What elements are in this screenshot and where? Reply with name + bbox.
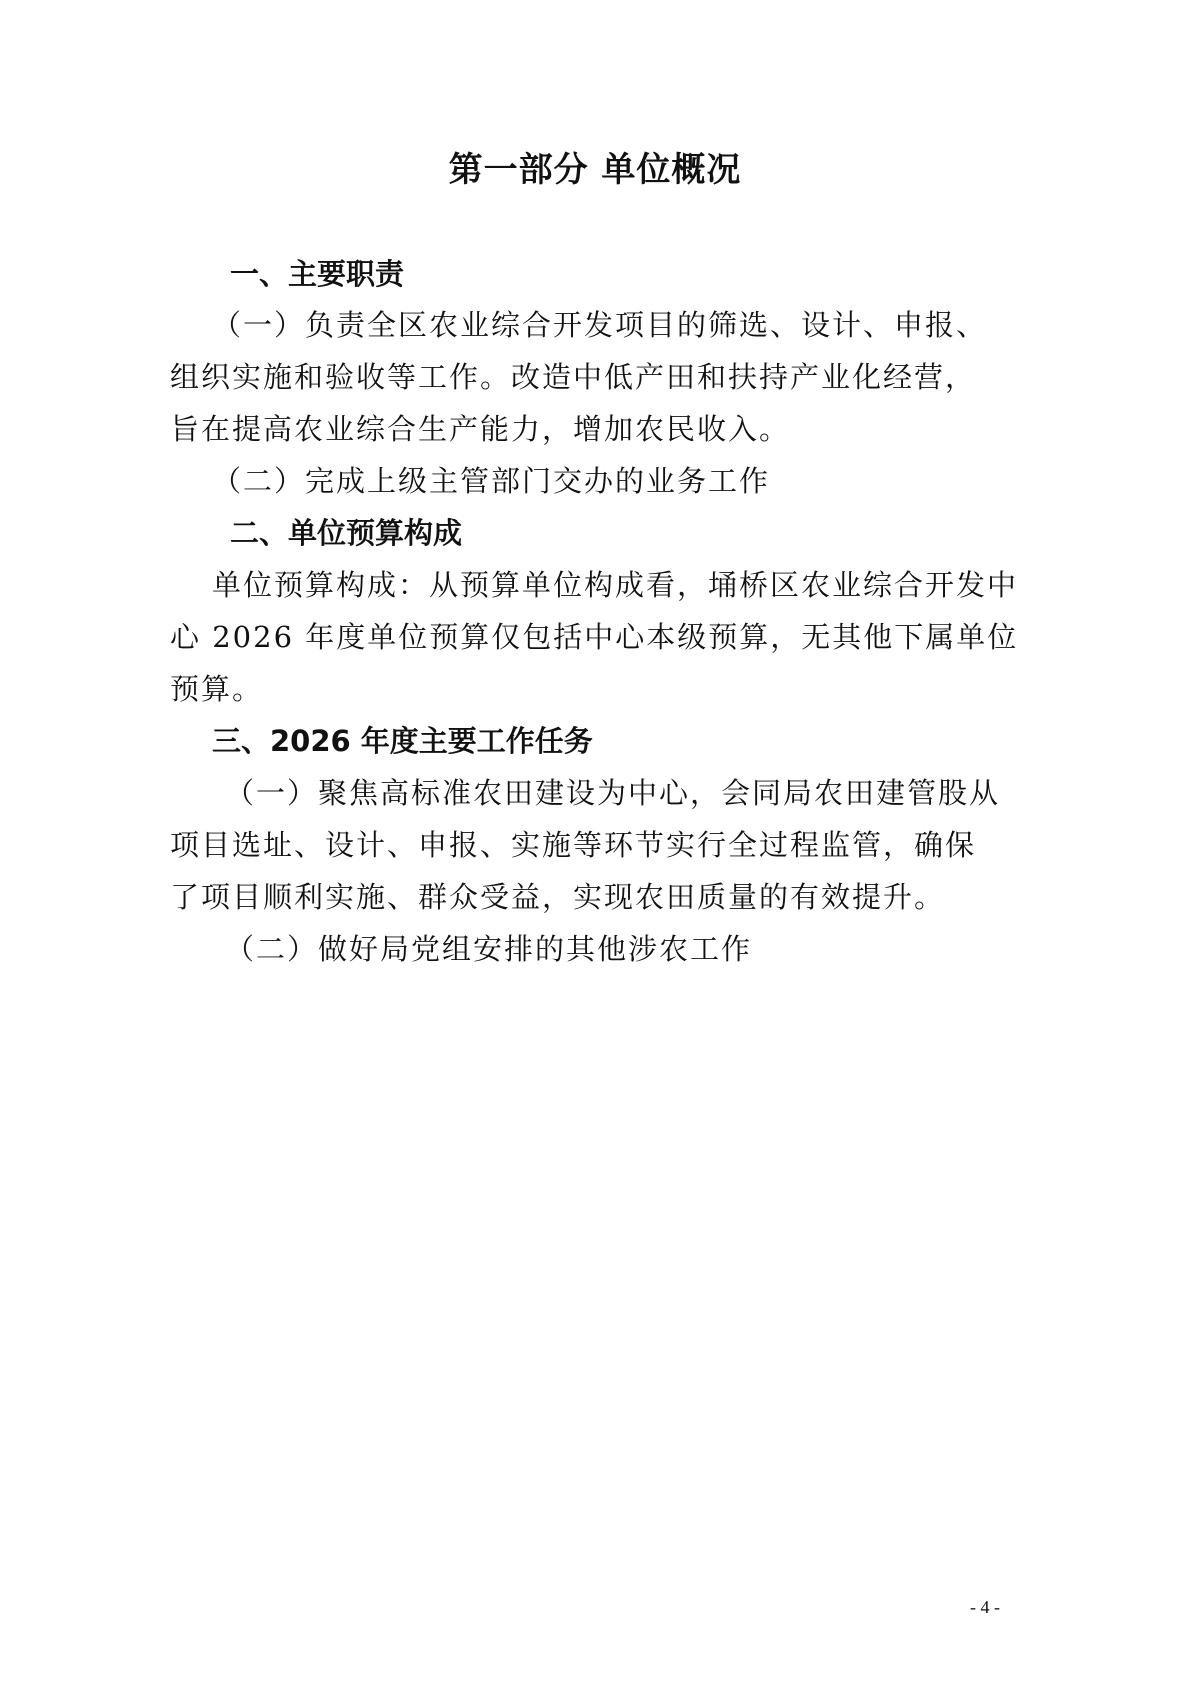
paragraph-line: （一）聚焦高标准农田建设为中心，会同局农田建管股从 (225, 776, 1001, 810)
page-title: 第一部分 单位概况 (448, 150, 742, 190)
paragraph-line: （二）完成上级主管部门交办的业务工作 (212, 464, 771, 498)
page-number: - 4 - (970, 1597, 1000, 1617)
paragraph-line: 心 2026 年度单位预算仅包括中心本级预算，无其他下属单位 (170, 620, 1019, 654)
paragraph-line: 预算。 (170, 672, 264, 706)
paragraph-line: 项目选址、设计、申报、实施等环节实行全过程监管，确保 (170, 828, 977, 862)
paragraph-line: 了项目顺利实施、群众受益，实现农田质量的有效提升。 (170, 880, 946, 914)
section-heading-budget-structure: 二、单位预算构成 (230, 516, 463, 550)
section-heading-responsibilities: 一、主要职责 (230, 257, 405, 291)
paragraph-line: （二）做好局党组安排的其他涉农工作 (225, 932, 753, 966)
paragraph-line: 单位预算构成：从预算单位构成看，埇桥区农业综合开发中 (212, 568, 1019, 602)
paragraph-line: （一）负责全区农业综合开发项目的筛选、设计、申报、 (212, 308, 988, 342)
paragraph-line: 组织实施和验收等工作。改造中低产田和扶持产业化经营， (170, 360, 977, 394)
section-heading-main-tasks: 三、2026 年度主要工作任务 (212, 724, 593, 758)
paragraph-line: 旨在提高农业综合生产能力，增加农民收入。 (170, 412, 791, 446)
